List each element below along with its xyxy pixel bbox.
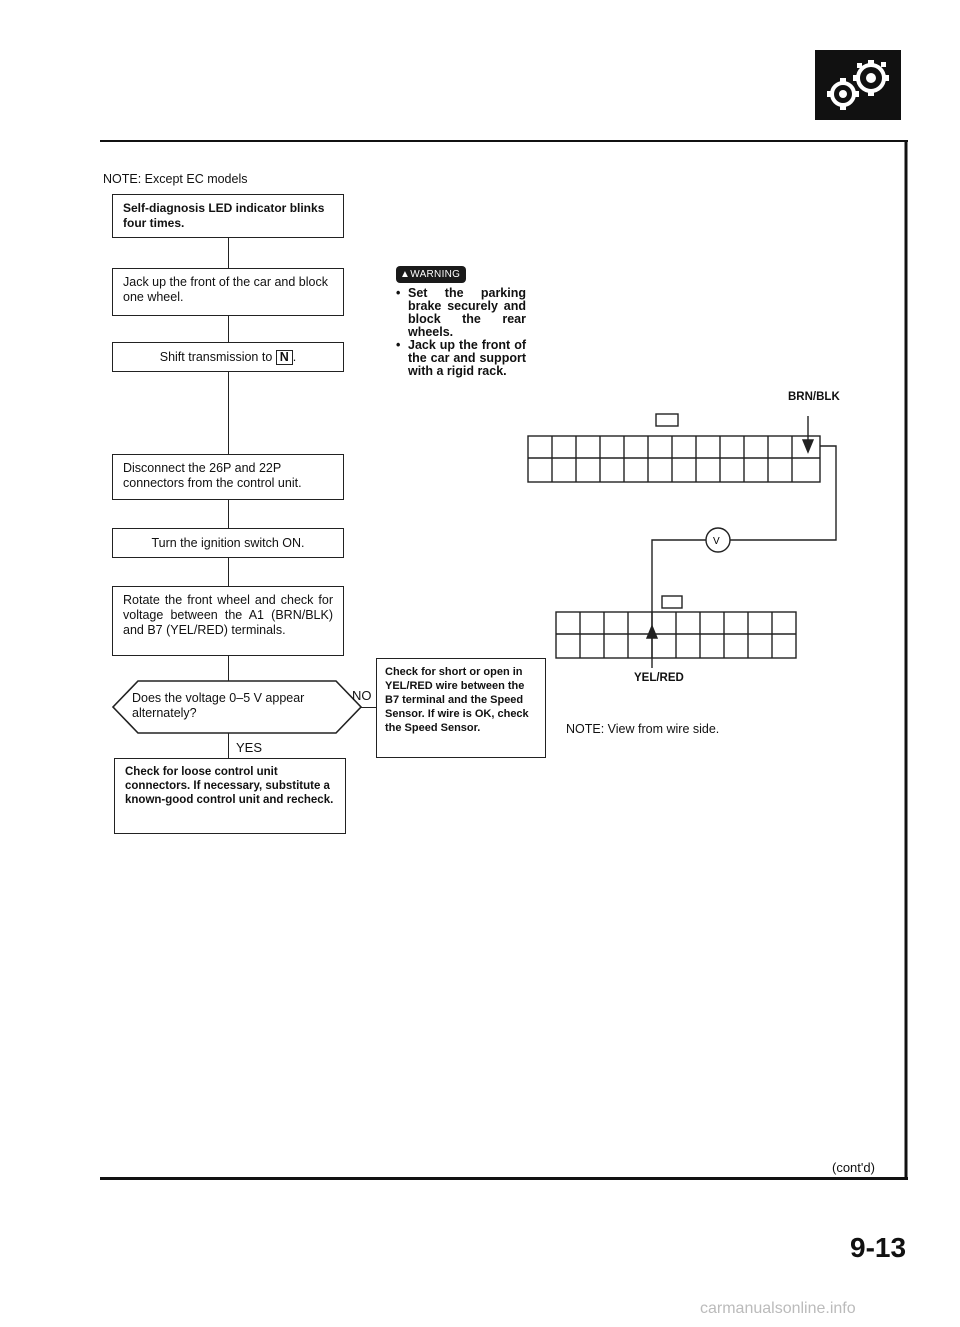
- warning-badge: [396, 266, 466, 283]
- connector-22p: [556, 596, 796, 668]
- step-jack-up: Jack up the front of the car and block one wheel.: [112, 268, 344, 316]
- connector-line: [228, 732, 229, 758]
- step-ignition-on: Turn the ignition switch ON.: [112, 528, 344, 558]
- connector-line: [228, 558, 229, 586]
- continued-label: (cont'd): [832, 1160, 875, 1175]
- step-shift-transmission: [112, 342, 344, 372]
- note-top: NOTE: Except EC models: [103, 172, 248, 186]
- connector-line: [228, 500, 229, 528]
- step-shift-suffix: .: [292, 350, 297, 364]
- label-yel-red: YEL/RED: [634, 672, 684, 684]
- connector-line: [228, 372, 229, 454]
- result-no: Check for short or open in YEL/RED wire between the B7 terminal and the Speed Sensor. If wire is OK, check the Speed Sensor.: [376, 658, 546, 758]
- step-check-voltage: Rotate the front wheel and check for voltage between the A1 (BRN/BLK) and B7 (YEL/RED) terminals.: [112, 586, 344, 656]
- warning-list: [396, 287, 526, 378]
- warning-block: [396, 264, 526, 378]
- diagram-note: NOTE: View from wire side.: [566, 722, 720, 736]
- connector-26p: [528, 414, 836, 626]
- step-led-blinks: Self-diagnosis LED indicator blinks four times.: [112, 194, 344, 238]
- step-shift-text: Shift transmission to: [159, 350, 276, 364]
- decision-voltage: [112, 680, 362, 734]
- yes-label: YES: [236, 740, 263, 755]
- warning-badge-text: WARNING: [410, 269, 461, 280]
- connector-diagram: [520, 400, 850, 680]
- page-number: 9-13: [850, 1232, 907, 1263]
- gear-cluster-icon: [815, 50, 901, 120]
- watermark: carmanualsonline.info: [700, 1300, 856, 1317]
- step-disconnect-connectors: Disconnect the 26P and 22P connectors from the control unit.: [112, 454, 344, 500]
- connector-line: [228, 656, 229, 682]
- gear-indicator: N: [276, 350, 293, 365]
- connector-line: [228, 316, 229, 342]
- connector-line: [228, 238, 229, 268]
- no-label: NO: [352, 688, 372, 703]
- warning-item: • Jack up the front of the car and support with a rigid rack.: [396, 339, 526, 378]
- warning-triangle-icon: ▲: [400, 269, 411, 280]
- connector-line: [360, 707, 376, 708]
- label-brn-blk: BRN/BLK: [788, 391, 840, 403]
- result-yes: Check for loose control unit connectors. If necessary, substitute a known-good control unit and recheck.: [114, 758, 346, 834]
- decision-text: Does the voltage 0–5 V appear alternately?: [132, 691, 305, 720]
- warning-item: • Set the parking brake securely and block the rear wheels.: [396, 287, 526, 339]
- voltmeter-icon: V: [713, 536, 720, 547]
